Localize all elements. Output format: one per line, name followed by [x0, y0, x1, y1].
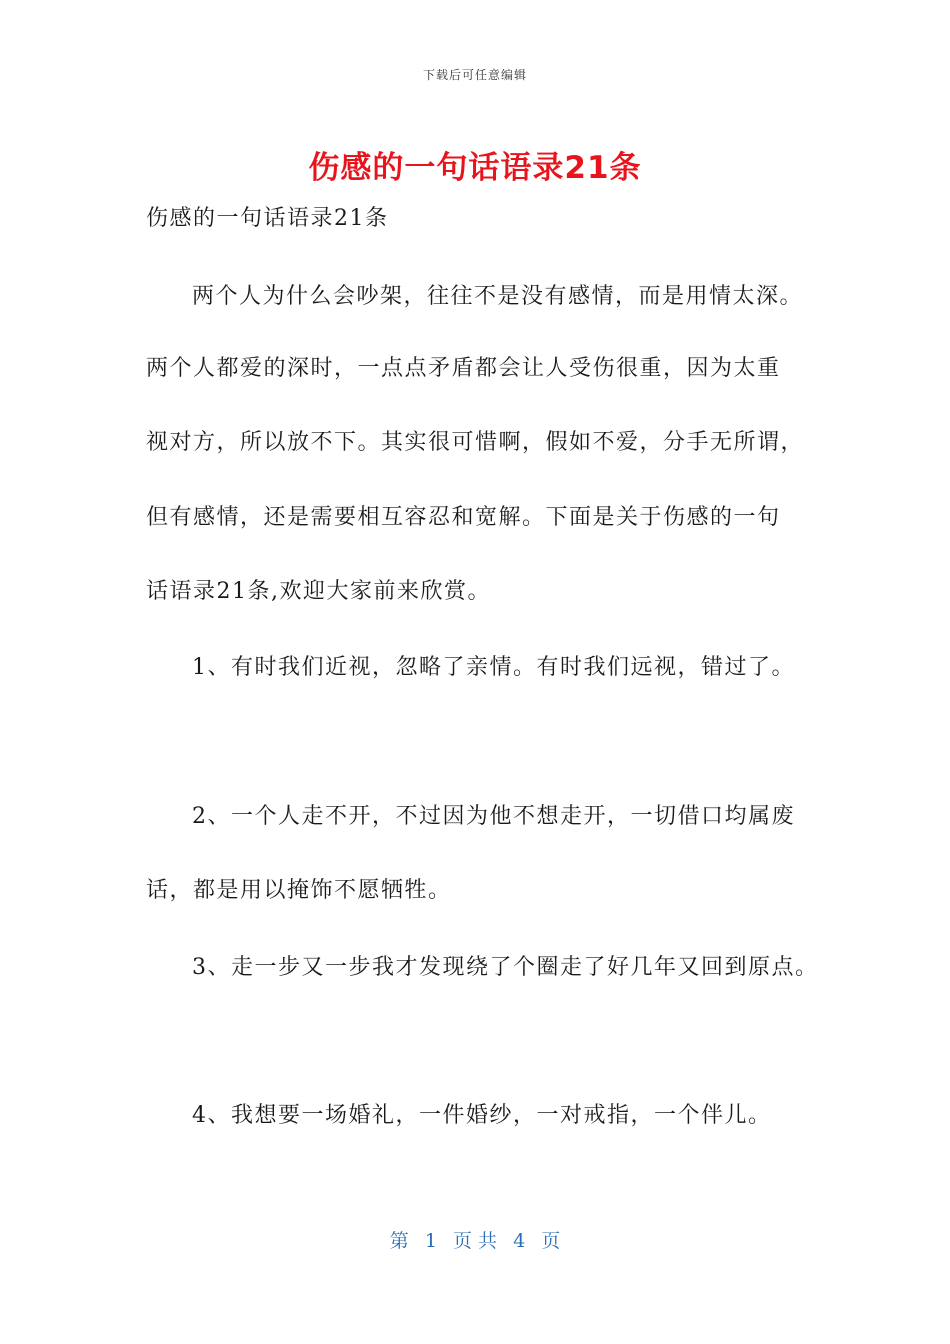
- intro-line: 视对方，所以放不下。其实很可惜啊，假如不爱，分手无所谓，: [146, 430, 805, 455]
- document-title: 伤感的一句话语录21条: [308, 150, 642, 186]
- quote-item: 4、我想要一场婚礼，一件婚纱，一对戒指，一个伴儿。: [192, 1103, 772, 1128]
- quote-item: 2、一个人走不开，不过因为他不想走开，一切借口均属废: [192, 804, 795, 829]
- footer-prefix: 第: [389, 1230, 409, 1252]
- quote-item-continuation: 话，都是用以掩饰不愿牺牲。: [146, 878, 452, 903]
- document-subtitle: 伤感的一句话语录21条: [146, 206, 389, 231]
- intro-line: 话语录21条,欢迎大家前来欣赏。: [146, 579, 491, 604]
- header-note: 下载后可任意编辑: [422, 68, 527, 82]
- footer-middle: 页 共: [452, 1230, 498, 1252]
- footer-suffix: 页: [541, 1230, 561, 1252]
- quote-item: 3、走一步又一步我才发现绕了个圈走了好几年又回到原点。: [192, 955, 819, 980]
- intro-line: 两个人都爱的深时，一点点矛盾都会让人受伤很重，因为太重: [146, 356, 781, 381]
- intro-line: 但有感情，还是需要相互容忍和宽解。下面是关于伤感的一句: [146, 505, 781, 530]
- footer-total-pages: 4: [513, 1230, 526, 1252]
- footer-page-number: 1: [424, 1230, 437, 1252]
- intro-line: 两个人为什么会吵架，往往不是没有感情，而是用情太深。: [192, 284, 804, 309]
- page-footer: [0, 1226, 950, 1253]
- quote-item: 1、有时我们近视，忽略了亲情。有时我们远视，错过了。: [192, 655, 795, 680]
